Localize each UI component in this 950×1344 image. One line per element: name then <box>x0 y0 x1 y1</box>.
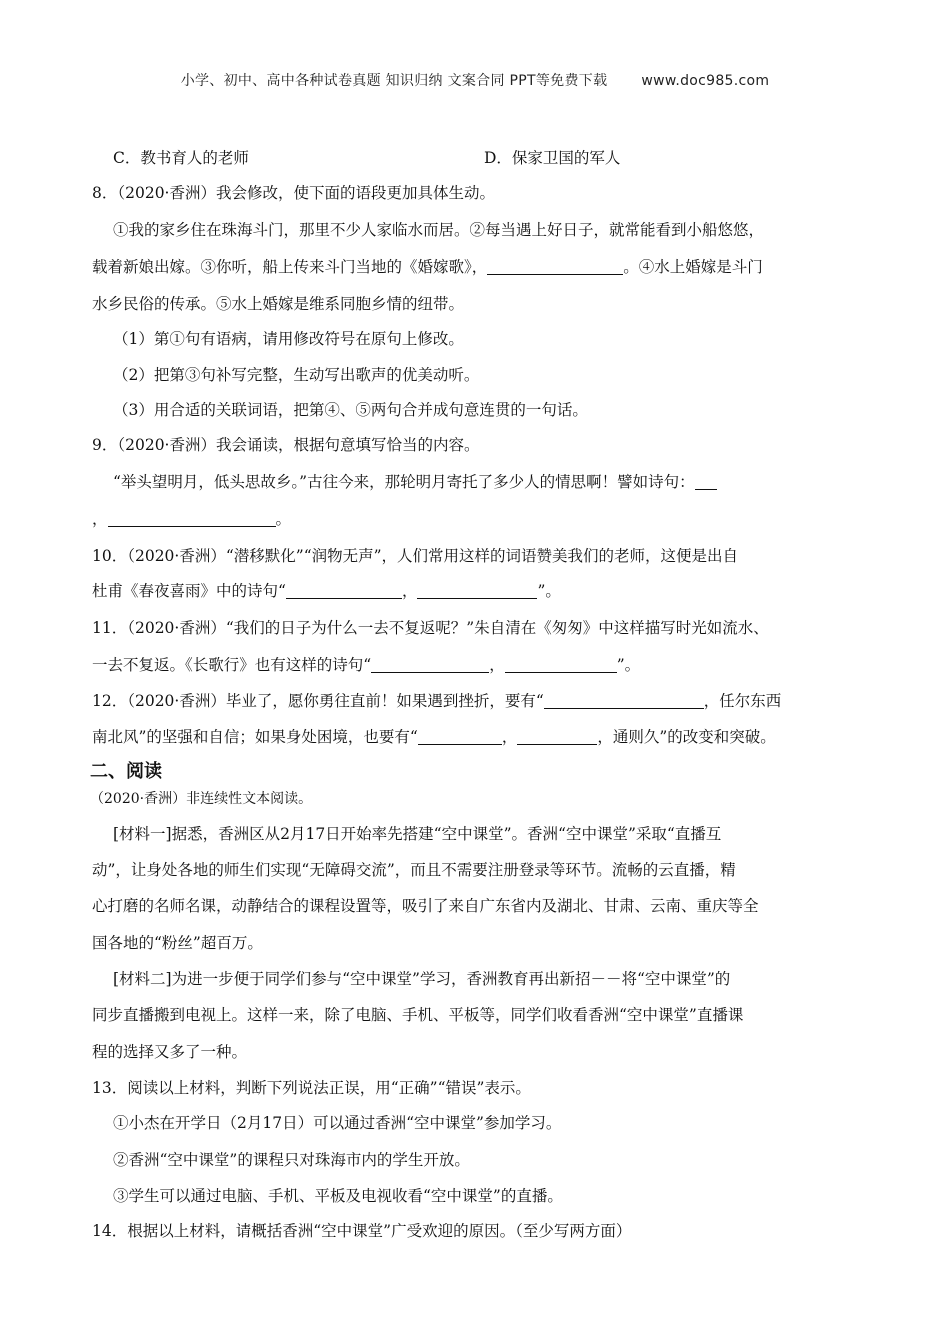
option-d: D．保家卫国的军人 <box>484 149 621 167</box>
q8-para-line2-text: 载着新娘出嫁。③你听，船上传来斗门当地的《婚嫁歌》， <box>92 258 488 276</box>
q10-blank-2[interactable] <box>417 582 537 599</box>
q9-para-line1-text: “举头望明月，低头思故乡。”古往今来，那轮明月寄托了多少人的情思啊！譬如诗句： <box>113 473 695 491</box>
page-header <box>0 70 950 90</box>
q12-comma: ， <box>501 728 518 746</box>
q10-tail: ”。 <box>537 582 561 600</box>
q9-comma: ， <box>92 510 108 528</box>
q9-blank-1[interactable] <box>695 473 717 490</box>
material1-line2: 动”，让身处各地的师生们实现“无障碍交流”，而且不需要注册登录等环节。流畅的云直播，精 <box>92 861 736 879</box>
q12-line1-tail: ，任尔东西 <box>703 692 782 710</box>
q12-line2-text: 南北风”的坚强和自信；如果身处困境，也要有“ <box>92 728 418 746</box>
q12-line2 <box>92 725 776 747</box>
q13-statement-1: ①小杰在开学日（2月17日）可以通过香洲“空中课堂”参加学习。 <box>113 1114 562 1132</box>
q11-line1: 11．（2020·香洲）“我们的日子为什么一去不复返呢？”朱自清在《匆匆》中这样描写时光如流水、 <box>92 619 769 637</box>
q13-title: 13．阅读以上材料，判断下列说法正误，用“正确”“错误”表示。 <box>92 1079 531 1097</box>
q9-blank-2[interactable] <box>108 510 276 527</box>
q8-para-line2 <box>92 255 763 277</box>
q11-blank-2[interactable] <box>505 656 617 673</box>
q10-line2 <box>92 579 561 601</box>
section-heading-reading: 二、阅读 <box>90 761 162 782</box>
q9-title: 9．（2020·香洲）我会诵读，根据句意填写恰当的内容。 <box>92 436 480 454</box>
q10-line1: 10．（2020·香洲）“潜移默化”“润物无声”，人们常用这样的词语赞美我们的老师，这便是出自 <box>92 547 739 565</box>
q10-comma: ， <box>401 582 418 600</box>
q10-line2-text: 杜甫《春夜喜雨》中的诗句“ <box>92 582 286 600</box>
header-text: 小学、初中、高中各种试卷真题 知识归纳 文案合同 PPT等免费下载 <box>180 73 608 89</box>
header-url[interactable]: www.doc985.com <box>641 73 770 89</box>
q12-line1-text: 12．（2020·香洲）毕业了，愿你勇往直前！如果遇到挫折，要有“ <box>92 692 544 710</box>
material1-line1: [材料一]据悉，香洲区从2月17日开始率先搭建“空中课堂”。香洲“空中课堂”采取“直播互 <box>113 825 722 843</box>
option-c: C．教书育人的老师 <box>113 149 249 167</box>
q14-title: 14．根据以上材料，请概括香洲“空中课堂”广受欢迎的原因。（至少写两方面） <box>92 1222 632 1240</box>
q9-period: 。 <box>275 510 292 528</box>
q12-line1 <box>92 689 781 711</box>
material2-line2: 同步直播搬到电视上。这样一来，除了电脑、手机、平板等，同学们收看香洲“空中课堂”直播课 <box>92 1006 744 1024</box>
q11-tail: ”。 <box>616 656 641 674</box>
q9-para-line1 <box>113 470 717 492</box>
q13-statement-2: ②香洲“空中课堂”的课程只对珠海市内的学生开放。 <box>113 1151 470 1169</box>
q11-comma: ， <box>489 656 505 674</box>
q11-line2 <box>92 653 640 675</box>
q11-line2-text: 一去不复返。《长歌行》也有这样的诗句“ <box>92 656 372 674</box>
q8-title: 8．（2020·香洲）我会修改，使下面的语段更加具体生动。 <box>92 184 495 202</box>
reading-source: （2020·香洲）非连续性文本阅读。 <box>90 791 313 807</box>
q8-sub3: （3）用合适的关联词语，把第④、⑤两句合并成句意连贯的一句话。 <box>113 401 588 419</box>
q12-blank-1[interactable] <box>544 692 704 709</box>
material1-line3: 心打磨的名师名课，动静结合的课程设置等，吸引了来自广东省内及湖北、甘肃、云南、重庆等全 <box>92 897 759 915</box>
q11-blank-1[interactable] <box>371 656 489 673</box>
q8-sub2: （2）把第③句补写完整，生动写出歌声的优美动听。 <box>113 366 480 384</box>
material2-line1: [材料二]为进一步便于同学们参与“空中课堂”学习，香洲教育再出新招－－将“空中课堂”的 <box>113 970 731 988</box>
q13-statement-3: ③学生可以通过电脑、手机、平板及电视收看“空中课堂”的直播。 <box>113 1187 563 1205</box>
q10-blank-1[interactable] <box>286 582 402 599</box>
q8-blank-song[interactable] <box>487 258 623 275</box>
q12-blank-2[interactable] <box>418 728 502 745</box>
q12-tail: ，通则久”的改变和突破。 <box>597 728 776 746</box>
material1-line4: 国各地的“粉丝”超百万。 <box>92 934 263 952</box>
material2-line3: 程的选择又多了一种。 <box>92 1043 248 1061</box>
q8-para-line1: ①我的家乡住在珠海斗门，那里不少人家临水而居。②每当遇上好日子，就常能看到小船悠悠， <box>113 221 765 239</box>
q9-para-line2 <box>92 507 291 529</box>
q8-para-line3: 水乡民俗的传承。⑤水上婚嫁是维系同胞乡情的纽带。 <box>92 295 465 313</box>
q8-sub1: （1）第①句有语病，请用修改符号在原句上修改。 <box>113 330 464 348</box>
q8-para-line2-tail: 。④水上婚嫁是斗门 <box>623 258 763 276</box>
q12-blank-3[interactable] <box>517 728 597 745</box>
